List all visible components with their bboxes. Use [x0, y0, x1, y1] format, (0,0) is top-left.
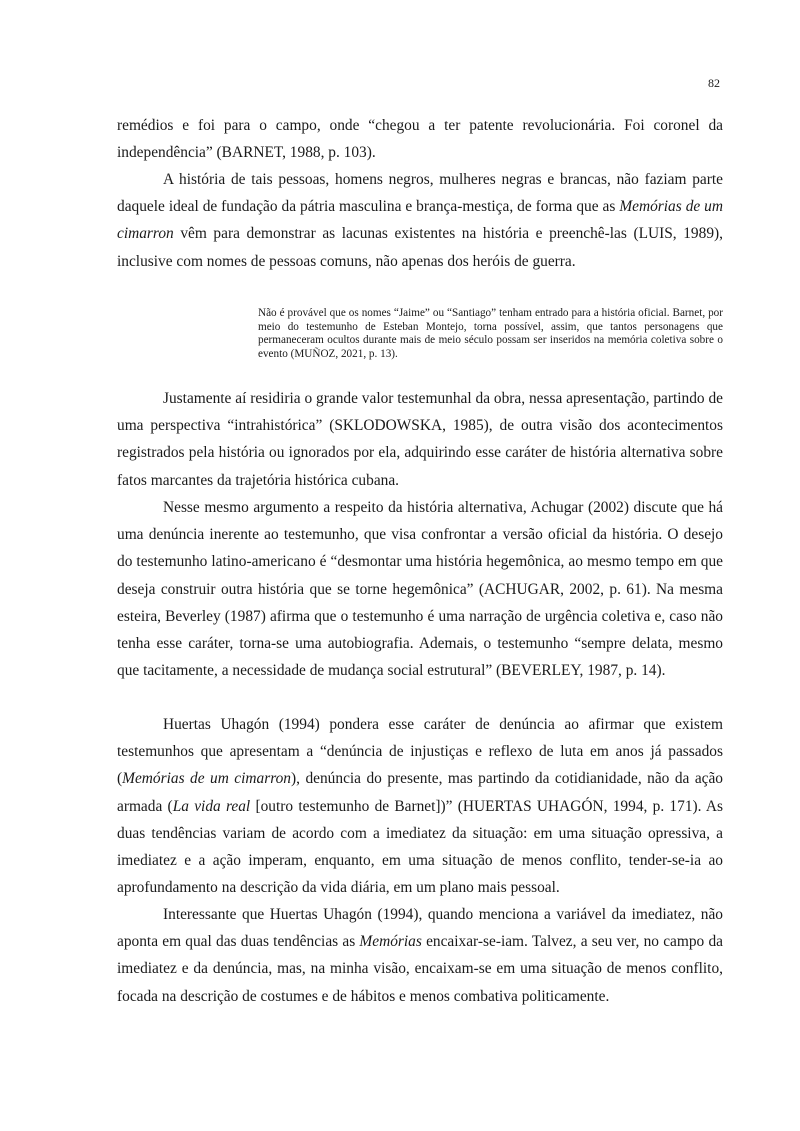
paragraph-2 [117, 166, 723, 275]
paragraph-5-text-a: Huertas Uhagón (1994) pondera esse caráter de denúncia ao afirmar que existem testemunhos que apresentam a “denúncia de injustiças e reflexo de luta em anos já passados ( [117, 716, 723, 788]
paragraph-4-text: Nesse mesmo argumento a respeito da história alternativa, Achugar (2002) discute que há uma denúncia inerente ao testemunho, que visa confrontar a versão oficial da história. O desejo do testemunho latino-americano é “desmontar uma história hegemônica, ao mesmo tempo em que deseja construir outra história que se torne hegemônica” (ACHUGAR, 2002, p. 61). Na mesma esteira, Beverley (1987) afirma que o testemunho é uma narração de urgência coletiva e, caso não tenha esse caráter, torna-se uma autobiografia. Ademais, o testemunho “sempre delata, mesmo que tacitamente, a necessidade de mudança social estrutural” (BEVERLEY, 1987, p. 14). [117, 499, 723, 680]
paragraph-6 [117, 901, 723, 1010]
paragraph-4 [117, 494, 723, 684]
page-number: 82 [708, 76, 720, 90]
paragraph-6-text-b: encaixar-se-iam. Talvez, a seu ver, no campo da imediatez e da denúncia, mas, na minha visão, encaixam-se em uma situação de menos conflito, focada na descrição de costumes e de hábitos e menos combativa politicamente. [117, 933, 723, 1005]
paragraph-6-italic: Memórias [359, 933, 422, 951]
paragraph-5-italic-1: Memórias de um cimarron [122, 770, 292, 788]
paragraph-1 [117, 112, 723, 166]
paragraph-2-italic: Memórias de um cimarron [117, 198, 723, 243]
block-quote [258, 307, 723, 361]
block-quote-text: Não é provável que os nomes “Jaime” ou “Santiago” tenham entrado para a história oficial. Barnet, por meio do testemunho de Esteban Montejo, torna possível, assim, que tantos personagens que permaneceram ocultos durante mais de meio século possam ser inseridos na memória coletiva sobre o evento (MUÑOZ, 2021, p. 13). [258, 307, 723, 360]
paragraph-5-text-b: ), denúncia do presente, mas partindo da cotidianidade, não da ação armada ( [117, 770, 724, 815]
paragraph-3-text: Justamente aí residiria o grande valor testemunhal da obra, nessa apresentação, partindo de uma perspectiva “intrahistórica” (SKLODOWSKA, 1985), de outra visão dos acontecimentos registrados pela história ou ignorados por ela, adquirindo esse caráter de história alternativa sobre fatos marcantes da trajetória histórica cubana. [117, 390, 723, 489]
paragraph-5-text-c: [outro testemunho de Barnet])” (HUERTAS UHAGÓN, 1994, p. 171). As duas tendências variam de acordo com a imediatez da situação: em uma situação opressiva, a imediatez e a ação imperam, enquanto, em uma situação de menos conflito, tender-se-ia ao aprofundamento na descrição da vida diária, em um plano mais pessoal. [117, 797, 724, 897]
paragraph-1-text: remédios e foi para o campo, onde “chegou a ter patente revolucionária. Foi coronel da independência” (BARNET, 1988, p. 103). [117, 117, 723, 162]
paragraph-6-text-a: Interessante que Huertas Uhagón (1994), quando menciona a variável da imediatez, não aponta em qual das duas tendências as [117, 906, 723, 951]
paragraph-2-text-a: A história de tais pessoas, homens negros, mulheres negras e brancas, não faziam parte daquele ideal de fundação da pátria masculina e brança-mestiça, de forma que as [117, 171, 723, 216]
paragraph-3 [117, 385, 723, 494]
paragraph-5-italic-2: La vida real [172, 797, 251, 815]
paragraph-5 [117, 711, 723, 901]
paragraph-2-text-b: vêm para demonstrar as lacunas existentes na história e preenchê-las (LUIS, 1989), inclusive com nomes de pessoas comuns, não apenas dos heróis de guerra. [117, 225, 723, 270]
